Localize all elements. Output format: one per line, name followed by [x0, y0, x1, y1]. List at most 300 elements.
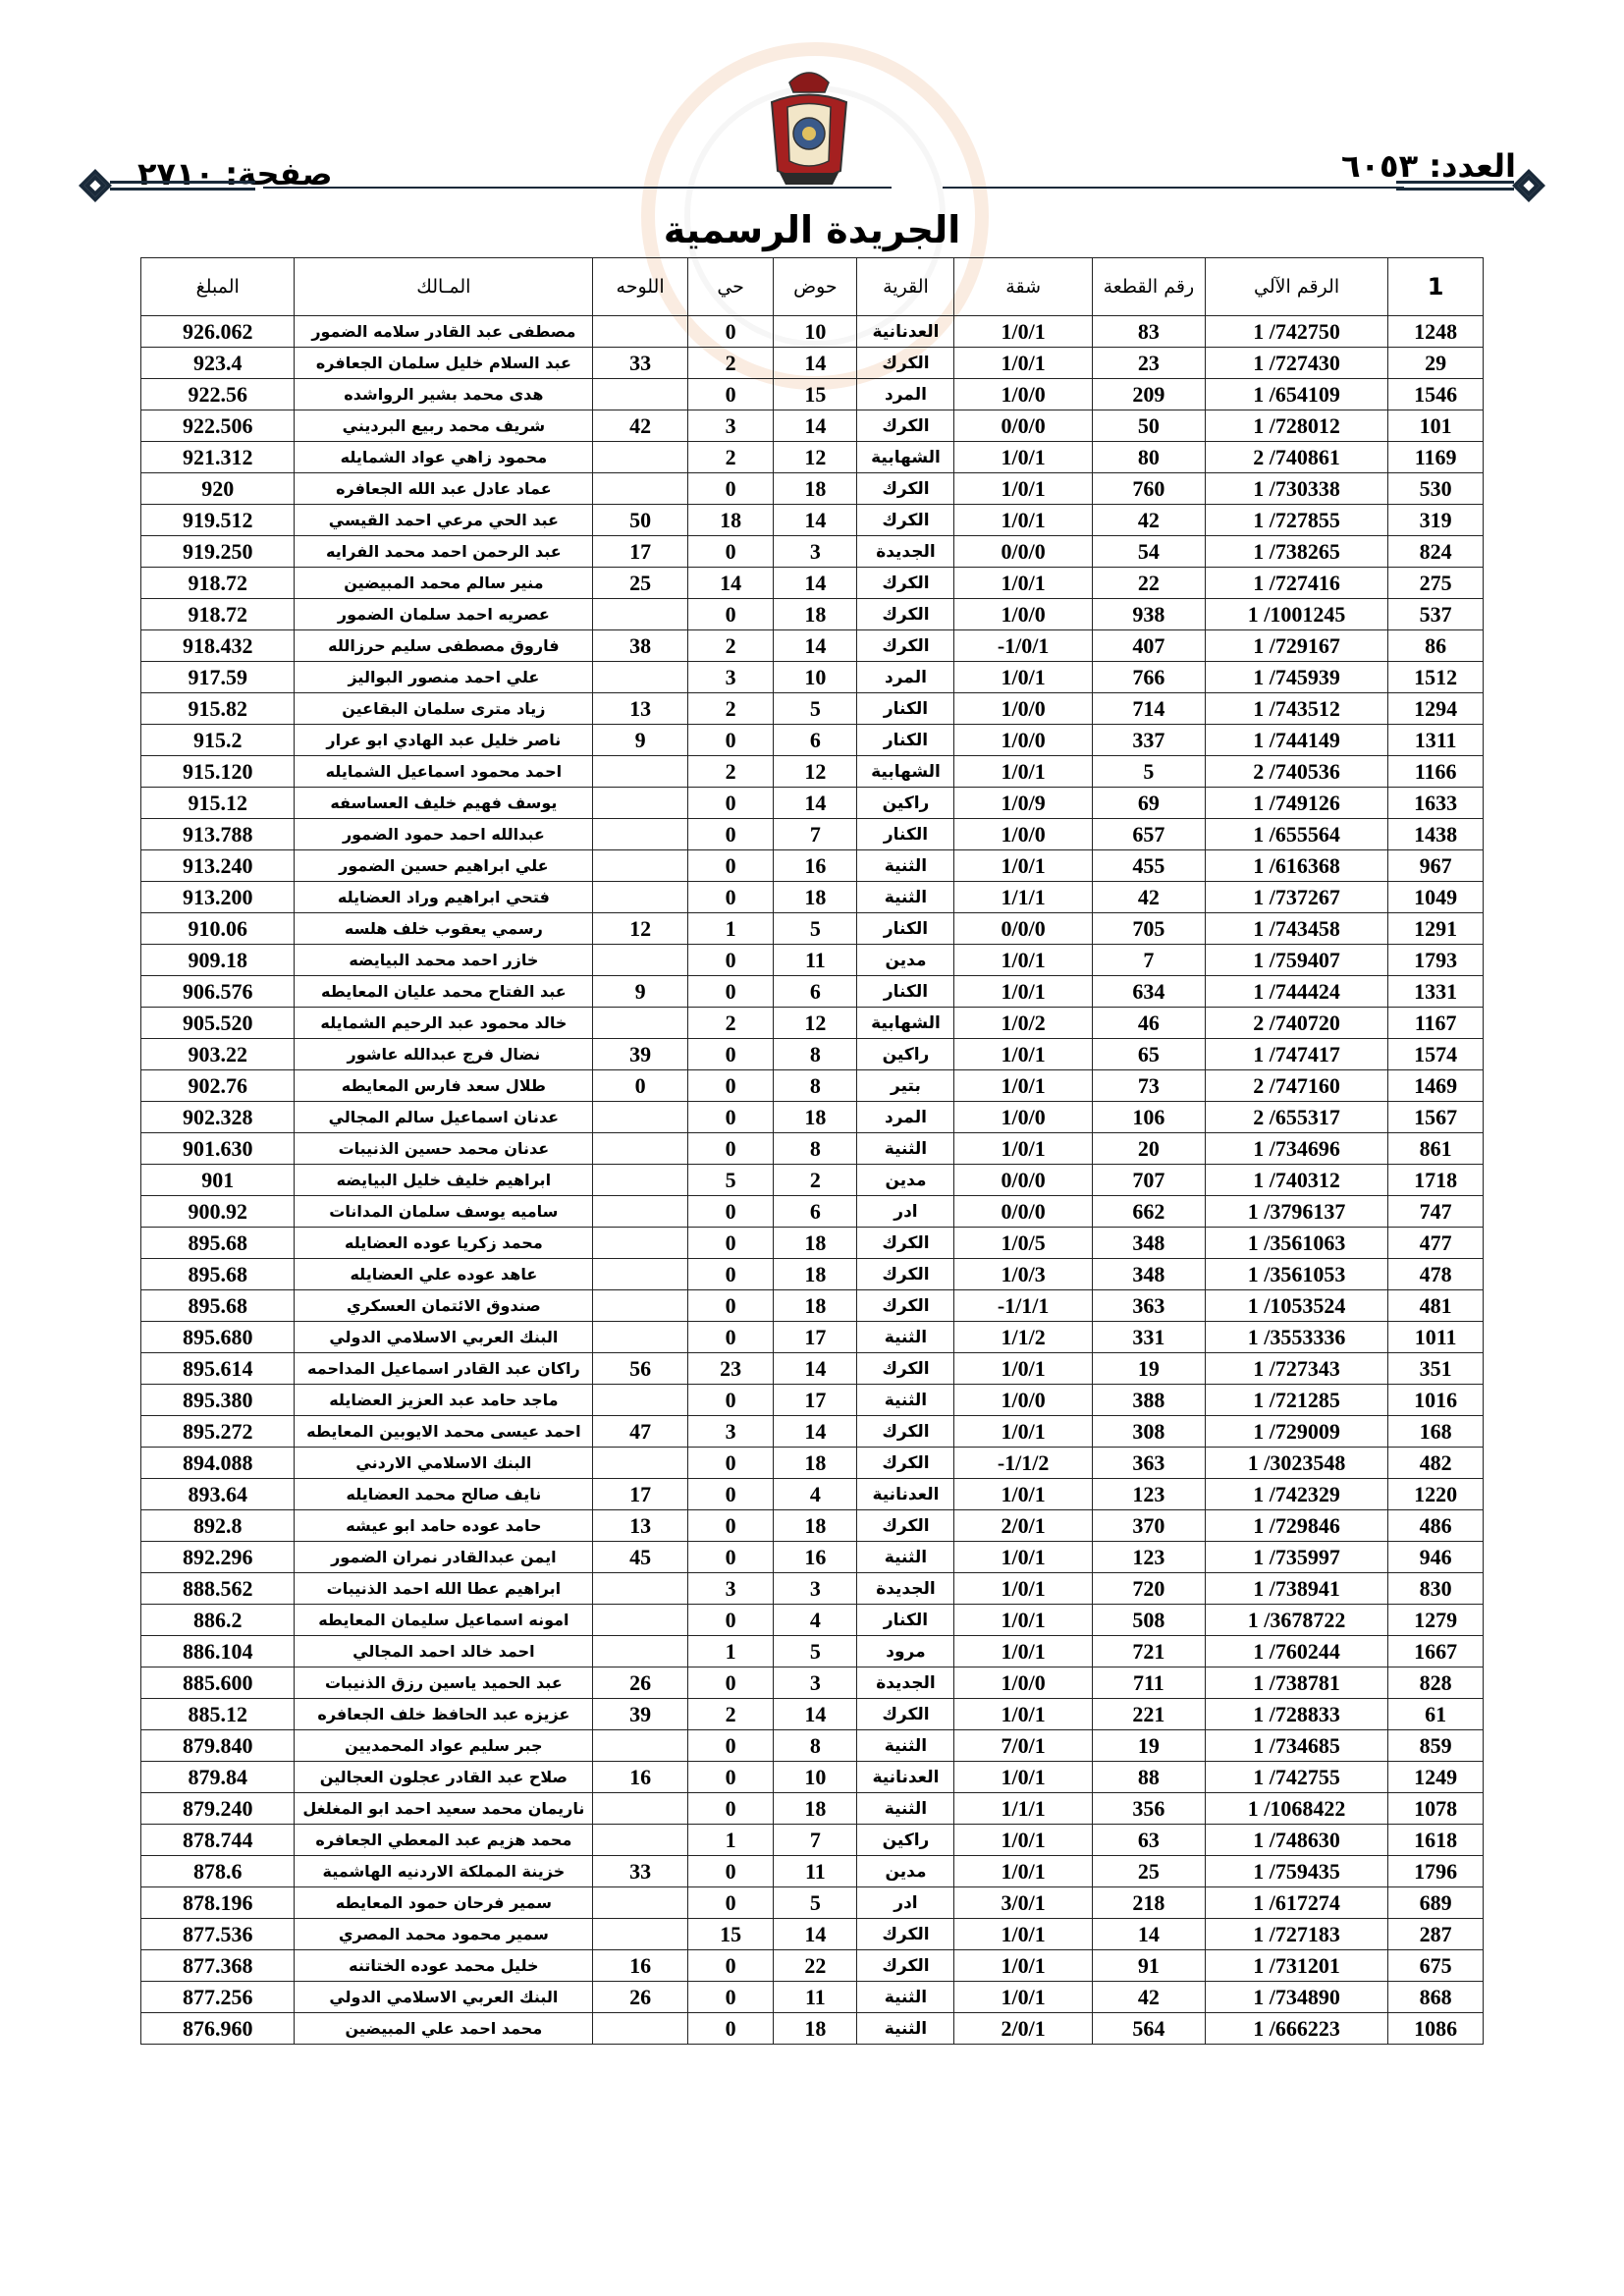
cell-amount: 922.56: [141, 379, 295, 410]
cell-apartment: 0/0/0: [954, 1196, 1092, 1228]
cell-index: 946: [1388, 1542, 1484, 1573]
cell-owner: البنك العربي الاسلامي الدولي: [295, 1982, 593, 2013]
cell-basin: 3: [774, 536, 857, 568]
cell-basin: 14: [774, 1353, 857, 1385]
col-header-district: حي: [687, 258, 773, 316]
cell-plate: [593, 945, 688, 976]
cell-index: 29: [1388, 348, 1484, 379]
cell-parcel: 348: [1092, 1259, 1205, 1290]
table-row: [141, 850, 1484, 882]
cell-apartment: 1/0/1: [954, 756, 1092, 788]
cell-amount: 919.250: [141, 536, 295, 568]
cell-auto-number: 1 /744149: [1205, 725, 1387, 756]
cell-plate: [593, 1448, 688, 1479]
cell-district: 18: [687, 505, 773, 536]
cell-owner: ايمن عبدالقادر نمران الضمور: [295, 1542, 593, 1573]
cell-parcel: 564: [1092, 2013, 1205, 2045]
cell-district: 0: [687, 1950, 773, 1982]
cell-index: 275: [1388, 568, 1484, 599]
cell-index: 1546: [1388, 379, 1484, 410]
cell-plate: 39: [593, 1699, 688, 1730]
cell-plate: 26: [593, 1667, 688, 1699]
cell-amount: 920: [141, 473, 295, 505]
cell-plate: 9: [593, 725, 688, 756]
cell-amount: 901.630: [141, 1133, 295, 1165]
cell-auto-number: 1 /721285: [1205, 1385, 1387, 1416]
cell-district: 15: [687, 1919, 773, 1950]
cell-auto-number: 2 /740536: [1205, 756, 1387, 788]
table-row: [141, 505, 1484, 536]
table-row: [141, 1667, 1484, 1699]
cell-auto-number: 1 /742755: [1205, 1762, 1387, 1793]
cell-owner: محمد هزيم عبد المعطي الجعافره: [295, 1825, 593, 1856]
cell-amount: 879.84: [141, 1762, 295, 1793]
cell-village: الجديدة: [857, 536, 954, 568]
cell-basin: 14: [774, 1699, 857, 1730]
cell-auto-number: 1 /655564: [1205, 819, 1387, 850]
cell-owner: طلال سعد فارس المعايطه: [295, 1070, 593, 1102]
cell-basin: 10: [774, 316, 857, 348]
cell-basin: 12: [774, 442, 857, 473]
col-header-village: القرية: [857, 258, 954, 316]
cell-owner: راكان عبد القادر اسماعيل المداحمه: [295, 1353, 593, 1385]
cell-village: مدين: [857, 1856, 954, 1887]
cell-village: الثنية: [857, 1385, 954, 1416]
cell-auto-number: 1 /3561053: [1205, 1259, 1387, 1290]
cell-auto-number: 1 /735997: [1205, 1542, 1387, 1573]
cell-village: الكرك: [857, 1699, 954, 1730]
cell-village: الثنية: [857, 1133, 954, 1165]
cell-plate: 39: [593, 1039, 688, 1070]
cell-index: 861: [1388, 1133, 1484, 1165]
cell-owner: ناصر خليل عبد الهادي ابو عرار: [295, 725, 593, 756]
cell-village: الكرك: [857, 1416, 954, 1448]
cell-amount: 900.92: [141, 1196, 295, 1228]
cell-apartment: 1/0/1: [954, 1573, 1092, 1605]
table-row: [141, 348, 1484, 379]
cell-district: 0: [687, 1039, 773, 1070]
table-row: [141, 1762, 1484, 1793]
cell-index: 1567: [1388, 1102, 1484, 1133]
cell-basin: 11: [774, 945, 857, 976]
cell-index: 675: [1388, 1950, 1484, 1982]
cell-owner: احمد خالد احمد المجالي: [295, 1636, 593, 1667]
cell-plate: 13: [593, 1510, 688, 1542]
cell-village: مدين: [857, 1165, 954, 1196]
cell-auto-number: 1 /734890: [1205, 1982, 1387, 2013]
col-header-basin: حوض: [774, 258, 857, 316]
cell-auto-number: 1 /743512: [1205, 693, 1387, 725]
cell-auto-number: 1 /727416: [1205, 568, 1387, 599]
cell-index: 1016: [1388, 1385, 1484, 1416]
cell-auto-number: 1 /742329: [1205, 1479, 1387, 1510]
issue-number: العدد: ٦٠٥٣: [1340, 147, 1516, 185]
cell-amount: 895.68: [141, 1259, 295, 1290]
cell-parcel: 508: [1092, 1605, 1205, 1636]
cell-parcel: 721: [1092, 1636, 1205, 1667]
cell-parcel: 337: [1092, 725, 1205, 756]
cell-district: 0: [687, 819, 773, 850]
cell-parcel: 331: [1092, 1322, 1205, 1353]
cell-basin: 14: [774, 1416, 857, 1448]
cell-owner: محمود زاهي عواد الشمايله: [295, 442, 593, 473]
cell-village: الكنار: [857, 725, 954, 756]
table-row: [141, 1919, 1484, 1950]
cell-owner: البنك الاسلامي الاردني: [295, 1448, 593, 1479]
cell-parcel: 7: [1092, 945, 1205, 976]
cell-village: الثنية: [857, 1542, 954, 1573]
cell-plate: [593, 1793, 688, 1825]
cell-district: 0: [687, 1510, 773, 1542]
cell-index: 1618: [1388, 1825, 1484, 1856]
cell-plate: 12: [593, 913, 688, 945]
cell-plate: 26: [593, 1982, 688, 2013]
cell-amount: 893.64: [141, 1479, 295, 1510]
cell-district: 5: [687, 1165, 773, 1196]
cell-amount: 915.120: [141, 756, 295, 788]
cell-plate: 25: [593, 568, 688, 599]
cell-plate: [593, 316, 688, 348]
cell-apartment: 3/0/1: [954, 1887, 1092, 1919]
cell-owner: خازر احمد محمد البيايضه: [295, 945, 593, 976]
cell-plate: [593, 1605, 688, 1636]
cell-owner: رسمي يعقوب خلف هلسه: [295, 913, 593, 945]
cell-index: 478: [1388, 1259, 1484, 1290]
cell-district: 2: [687, 693, 773, 725]
cell-basin: 17: [774, 1385, 857, 1416]
cell-village: راكين: [857, 1825, 954, 1856]
cell-district: 2: [687, 1699, 773, 1730]
cell-basin: 14: [774, 630, 857, 662]
cell-owner: ابراهيم خليف خليل البيايضه: [295, 1165, 593, 1196]
cell-amount: 921.312: [141, 442, 295, 473]
table-row: [141, 976, 1484, 1008]
cell-amount: 892.8: [141, 1510, 295, 1542]
cell-parcel: 760: [1092, 473, 1205, 505]
cell-parcel: 65: [1092, 1039, 1205, 1070]
page-number: صفحة: ٢٧١٠: [137, 155, 333, 192]
cell-owner: احمد عيسى محمد الايوبين المعايطه: [295, 1416, 593, 1448]
col-header-plate: اللوحه: [593, 258, 688, 316]
cell-apartment: -1/0/1: [954, 630, 1092, 662]
cell-plate: 33: [593, 1856, 688, 1887]
cell-apartment: 1/0/1: [954, 473, 1092, 505]
cell-auto-number: 1 /749126: [1205, 788, 1387, 819]
cell-index: 747: [1388, 1196, 1484, 1228]
cell-index: 1633: [1388, 788, 1484, 819]
cell-auto-number: 1 /727855: [1205, 505, 1387, 536]
cell-district: 1: [687, 1825, 773, 1856]
cell-parcel: 63: [1092, 1825, 1205, 1856]
cell-village: الكرك: [857, 1228, 954, 1259]
table-row: [141, 1856, 1484, 1887]
cell-village: الثنية: [857, 2013, 954, 2045]
cell-village: الكرك: [857, 599, 954, 630]
cell-parcel: 123: [1092, 1479, 1205, 1510]
cell-owner: عاهد عوده علي العضايله: [295, 1259, 593, 1290]
cell-apartment: 1/0/1: [954, 945, 1092, 976]
cell-apartment: 1/0/1: [954, 976, 1092, 1008]
cell-amount: 918.72: [141, 568, 295, 599]
cell-parcel: 657: [1092, 819, 1205, 850]
col-header-parcel: رقم القطعة: [1092, 258, 1205, 316]
cell-amount: 909.18: [141, 945, 295, 976]
cell-index: 61: [1388, 1699, 1484, 1730]
cell-village: الكنار: [857, 819, 954, 850]
cell-basin: 5: [774, 693, 857, 725]
cell-village: الثنية: [857, 1322, 954, 1353]
cell-district: 0: [687, 599, 773, 630]
cell-owner: ابراهيم عطا الله احمد الذنيبات: [295, 1573, 593, 1605]
cell-parcel: 634: [1092, 976, 1205, 1008]
cell-plate: [593, 1133, 688, 1165]
cell-owner: ناريمان محمد سعيد احمد ابو المغلغل: [295, 1793, 593, 1825]
cell-index: 482: [1388, 1448, 1484, 1479]
cell-owner: ماجد حامد عبد العزيز العضايله: [295, 1385, 593, 1416]
cell-district: 2: [687, 630, 773, 662]
cell-plate: 42: [593, 410, 688, 442]
cell-amount: 877.536: [141, 1919, 295, 1950]
table-row: [141, 1259, 1484, 1290]
cell-index: 1574: [1388, 1039, 1484, 1070]
table-row: [141, 1353, 1484, 1385]
cell-basin: 6: [774, 976, 857, 1008]
cell-village: ادر: [857, 1887, 954, 1919]
cell-amount: 877.368: [141, 1950, 295, 1982]
table-row: [141, 1196, 1484, 1228]
cell-apartment: 1/0/1: [954, 850, 1092, 882]
jordan-coat-of-arms-icon: [760, 63, 858, 191]
cell-parcel: 23: [1092, 348, 1205, 379]
table-row: [141, 1322, 1484, 1353]
cell-parcel: 209: [1092, 379, 1205, 410]
cell-basin: 6: [774, 1196, 857, 1228]
cell-district: 0: [687, 882, 773, 913]
cell-district: 0: [687, 1070, 773, 1102]
cell-amount: 888.562: [141, 1573, 295, 1605]
cell-auto-number: 1 /727343: [1205, 1353, 1387, 1385]
cell-apartment: 1/0/1: [954, 505, 1092, 536]
cell-village: الشهابية: [857, 1008, 954, 1039]
cell-owner: خليل محمد عوده الختاتنه: [295, 1950, 593, 1982]
cell-index: 1796: [1388, 1856, 1484, 1887]
cell-village: الكرك: [857, 1448, 954, 1479]
cell-owner: عدنان اسماعيل سالم المجالي: [295, 1102, 593, 1133]
cell-owner: محمد زكريا عوده العضايله: [295, 1228, 593, 1259]
cell-amount: 878.744: [141, 1825, 295, 1856]
cell-plate: [593, 756, 688, 788]
cell-basin: 18: [774, 1510, 857, 1542]
col-header-owner: المـالك: [295, 258, 593, 316]
cell-amount: 913.788: [141, 819, 295, 850]
cell-plate: [593, 882, 688, 913]
cell-amount: 913.240: [141, 850, 295, 882]
cell-district: 0: [687, 379, 773, 410]
cell-parcel: 46: [1092, 1008, 1205, 1039]
cell-apartment: 1/0/1: [954, 1133, 1092, 1165]
cell-parcel: 720: [1092, 1573, 1205, 1605]
cell-parcel: 218: [1092, 1887, 1205, 1919]
cell-village: العدنانية: [857, 1762, 954, 1793]
cell-plate: 13: [593, 693, 688, 725]
cell-owner: فاروق مصطفى سليم حرزالله: [295, 630, 593, 662]
cell-district: 3: [687, 1416, 773, 1448]
table-row: [141, 1982, 1484, 2013]
cell-apartment: 1/0/1: [954, 1919, 1092, 1950]
table-row: [141, 1385, 1484, 1416]
cell-amount: 902.328: [141, 1102, 295, 1133]
cell-apartment: 1/0/1: [954, 1636, 1092, 1667]
cell-plate: [593, 599, 688, 630]
cell-basin: 18: [774, 473, 857, 505]
cell-basin: 12: [774, 756, 857, 788]
cell-district: 0: [687, 1667, 773, 1699]
cell-index: 1086: [1388, 2013, 1484, 2045]
cell-parcel: 5: [1092, 756, 1205, 788]
cell-amount: 895.272: [141, 1416, 295, 1448]
cell-parcel: 348: [1092, 1228, 1205, 1259]
cell-owner: سمير فرحان حمود المعايطه: [295, 1887, 593, 1919]
cell-plate: [593, 1165, 688, 1196]
cell-owner: ساميه يوسف سلمان المدانات: [295, 1196, 593, 1228]
cell-plate: 9: [593, 976, 688, 1008]
table-row: [141, 379, 1484, 410]
cell-village: الكرك: [857, 1950, 954, 1982]
cell-village: الشهابية: [857, 442, 954, 473]
cell-plate: [593, 442, 688, 473]
cell-owner: امونه اسماعيل سليمان المعايطه: [295, 1605, 593, 1636]
cell-parcel: 662: [1092, 1196, 1205, 1228]
cell-apartment: 1/0/1: [954, 1039, 1092, 1070]
table-row: [141, 1290, 1484, 1322]
cell-owner: عبد الحي مرعي احمد القيسي: [295, 505, 593, 536]
cell-parcel: 363: [1092, 1290, 1205, 1322]
cell-amount: 905.520: [141, 1008, 295, 1039]
ornament-rule-right: [1396, 181, 1514, 191]
cell-district: 0: [687, 1102, 773, 1133]
cell-index: 1311: [1388, 725, 1484, 756]
cell-amount: 878.6: [141, 1856, 295, 1887]
cell-amount: 913.200: [141, 882, 295, 913]
cell-owner: صلاح عبد القادر عجلون العجالين: [295, 1762, 593, 1793]
cell-district: 0: [687, 316, 773, 348]
table-row: [141, 1542, 1484, 1573]
cell-village: الكرك: [857, 410, 954, 442]
cell-apartment: 7/0/1: [954, 1730, 1092, 1762]
cell-village: الكرك: [857, 348, 954, 379]
cell-basin: 2: [774, 1165, 857, 1196]
table-row: [141, 599, 1484, 630]
cell-owner: عدنان محمد حسين الذنيبات: [295, 1133, 593, 1165]
cell-auto-number: 1 /666223: [1205, 2013, 1387, 2045]
cell-owner: نايف صالح محمد العضايله: [295, 1479, 593, 1510]
cell-basin: 5: [774, 1887, 857, 1919]
cell-plate: [593, 1102, 688, 1133]
ornament-rule: [943, 187, 1404, 189]
cell-plate: [593, 1636, 688, 1667]
cell-owner: عماد عادل عبد الله الجعافره: [295, 473, 593, 505]
table-row: [141, 630, 1484, 662]
cell-village: مدين: [857, 945, 954, 976]
cell-district: 0: [687, 1322, 773, 1353]
cell-owner: شريف محمد ربيع البرديني: [295, 410, 593, 442]
cell-district: 0: [687, 1385, 773, 1416]
cell-parcel: 705: [1092, 913, 1205, 945]
cell-index: 828: [1388, 1667, 1484, 1699]
cell-apartment: 2/0/1: [954, 1510, 1092, 1542]
cell-district: 0: [687, 1887, 773, 1919]
cell-auto-number: 1 /731201: [1205, 1950, 1387, 1982]
cell-plate: [593, 1573, 688, 1605]
cell-village: الجديدة: [857, 1667, 954, 1699]
cell-parcel: 42: [1092, 505, 1205, 536]
cell-basin: 10: [774, 1762, 857, 1793]
cell-index: 1291: [1388, 913, 1484, 945]
cell-village: الكنار: [857, 693, 954, 725]
cell-amount: 910.06: [141, 913, 295, 945]
table-row: [141, 473, 1484, 505]
cell-district: 0: [687, 1196, 773, 1228]
cell-index: 351: [1388, 1353, 1484, 1385]
cell-district: 1: [687, 913, 773, 945]
cell-district: 2: [687, 756, 773, 788]
table-row: [141, 1479, 1484, 1510]
cell-apartment: 1/0/0: [954, 599, 1092, 630]
cell-village: الكرك: [857, 1290, 954, 1322]
cell-parcel: 19: [1092, 1353, 1205, 1385]
cell-index: 1249: [1388, 1762, 1484, 1793]
table-row: [141, 442, 1484, 473]
cell-basin: 16: [774, 850, 857, 882]
table-row: [141, 788, 1484, 819]
cell-village: ادر: [857, 1196, 954, 1228]
cell-basin: 18: [774, 599, 857, 630]
cell-auto-number: 1 /745939: [1205, 662, 1387, 693]
table-row: [141, 568, 1484, 599]
table-row: [141, 1133, 1484, 1165]
cell-plate: 33: [593, 348, 688, 379]
cell-village: بتير: [857, 1070, 954, 1102]
cell-index: 1469: [1388, 1070, 1484, 1102]
cell-district: 0: [687, 1290, 773, 1322]
cell-auto-number: 1 /1053524: [1205, 1290, 1387, 1322]
cell-parcel: 19: [1092, 1730, 1205, 1762]
cell-index: 1279: [1388, 1605, 1484, 1636]
cell-district: 0: [687, 473, 773, 505]
cell-basin: 10: [774, 662, 857, 693]
cell-parcel: 20: [1092, 1133, 1205, 1165]
cell-parcel: 42: [1092, 882, 1205, 913]
cell-auto-number: 1 /3023548: [1205, 1448, 1387, 1479]
table-row: [141, 1416, 1484, 1448]
cell-parcel: 714: [1092, 693, 1205, 725]
cell-apartment: 1/0/1: [954, 1416, 1092, 1448]
cell-apartment: 1/0/1: [954, 1982, 1092, 2013]
cell-auto-number: 1 /729167: [1205, 630, 1387, 662]
table-row: [141, 693, 1484, 725]
cell-index: 537: [1388, 599, 1484, 630]
cell-parcel: 363: [1092, 1448, 1205, 1479]
cell-plate: [593, 1228, 688, 1259]
cell-apartment: 1/0/9: [954, 788, 1092, 819]
cell-plate: [593, 1887, 688, 1919]
cell-apartment: 1/0/2: [954, 1008, 1092, 1039]
cell-plate: [593, 819, 688, 850]
cell-village: الكنار: [857, 913, 954, 945]
cell-basin: 18: [774, 1448, 857, 1479]
cell-village: الثنية: [857, 1730, 954, 1762]
cell-index: 1049: [1388, 882, 1484, 913]
